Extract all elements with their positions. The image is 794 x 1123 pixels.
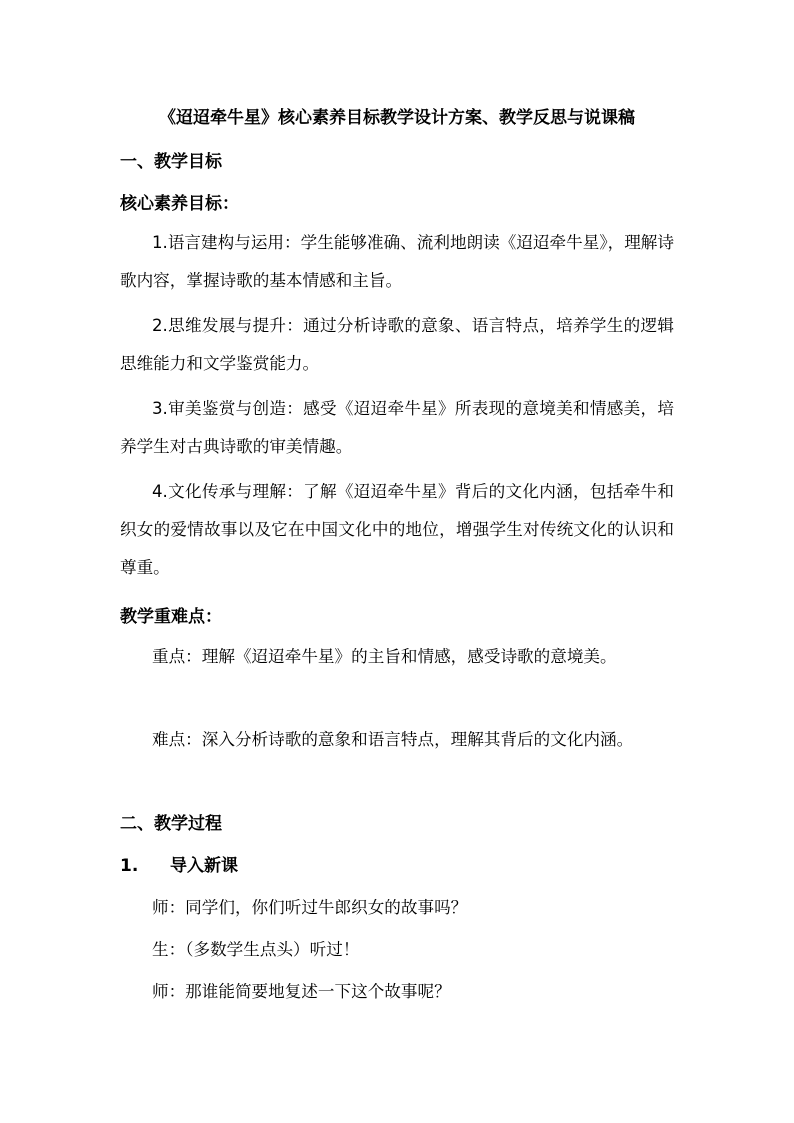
key-point: 重点：理解《迢迢牵牛星》的主旨和情感，感受诗歌的意境美。 — [152, 647, 617, 666]
goal-item-2: 2.思维发展与提升：通过分析诗歌的意象、语言特点，培养学生的逻辑思维能力和文学鉴赏能力。 — [120, 316, 674, 373]
subheading-core-literacy-goals: 核心素养目标： — [120, 194, 239, 214]
goal-item-3: 3.审美鉴赏与创造：感受《迢迢牵牛星》所表现的意境美和情感美，培养学生对古典诗歌的审美情趣。 — [120, 399, 674, 456]
step-title-intro: 导入新课 — [170, 856, 238, 876]
dialogue-line: 师：那谁能简要地复述一下这个故事呢？ — [152, 982, 451, 1001]
goal-item-1: 1.语言建构与运用：学生能够准确、流利地朗读《迢迢牵牛星》，理解诗歌内容，掌握诗歌的基本情感和主旨。 — [120, 233, 674, 290]
goal-item-4: 4.文化传承与理解：了解《迢迢牵牛星》背后的文化内涵，包括牵牛和织女的爱情故事以及它在中国文化中的地位，增强学生对传统文化的认识和尊重。 — [120, 482, 674, 577]
dialogue-line: 生：（多数学生点头）听过！ — [152, 940, 360, 959]
section-heading-teaching-process: 二、教学过程 — [120, 814, 222, 834]
dialogue-line: 师：同学们，你们听过牛郎织女的故事吗？ — [152, 898, 468, 917]
step-number: 1. — [120, 856, 139, 876]
document-title: 《迢迢牵牛星》核心素养目标教学设计方案、教学反思与说课稿 — [159, 108, 635, 128]
subheading-key-difficult-points: 教学重难点： — [120, 607, 222, 627]
difficult-point: 难点：深入分析诗歌的意象和语言特点，理解其背后的文化内涵。 — [152, 730, 634, 749]
section-heading-teaching-goals: 一、教学目标 — [120, 152, 222, 172]
